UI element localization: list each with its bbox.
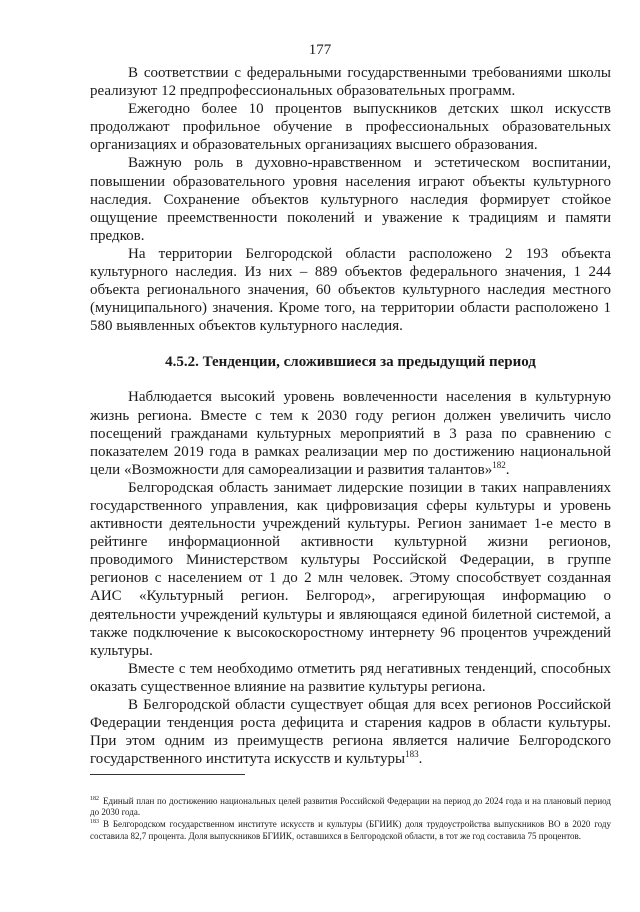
- footnote-ref: 182: [492, 459, 506, 470]
- paragraph: Ежегодно более 10 процентов выпускников детских школ искусств продолжают профильное обучение в профессиональных образовательных организациях и образовательных организациях высшего образования.: [90, 101, 611, 154]
- paragraph-text: Белгородская область занимает лидерские позиции в таких направлениях государственного управления, как цифровизация сферы культуры и уровень активности деятельности учреждений культуры. Регион занимает 1-е место в рейтинге информационной активности культурной жизни регионов, проводимого Министерством культуры Российской Федерации, в группе регионов с населением от 1 до 2 млн человек. Этому способствует созданная АИС «Культурный регион. Белгород», агрегирующая информацию о деятельности учреждений культуры и являющаяся единой билетной системой, а также подключение к высокоскоростному интернету 96 процентов учреждений культуры.: [90, 479, 611, 659]
- paragraph: [90, 388, 611, 478]
- paragraph-text: В Белгородской области существует общая для всех регионов Российской Федерации тенденция роста дефицита и старения кадров в области культуры. При этом одним из преимуществ региона является наличие Белгородского государственного института искусств и культуры: [90, 697, 611, 768]
- footnotes: [90, 796, 611, 843]
- footnote-text: В Белгородском государственном институте искусств и культуры (БГИИК) доля трудоустройства выпускников ВО в 2020 году составила 82,7 процента. Доля выпускников БГИИК, оставшихся в Белгородской области, в тот же год составила 75 процентов.: [90, 819, 611, 841]
- document-body: [90, 64, 611, 768]
- paragraph-text: Наблюдается высокий уровень вовлеченности населения в культурную жизнь региона. Вместе с тем к 2030 году регион должен увеличить число посещений гражданами культурных мероприятий в 3 раза по сравнению с показателем 2019 года в рамках реализации мер по достижению национальной цели «Возможности для самореализации и развития талантов»: [90, 389, 611, 478]
- paragraph-tail: .: [505, 461, 510, 478]
- paragraph: [90, 660, 611, 696]
- page-number: 177: [308, 42, 332, 58]
- paragraph-tail: .: [418, 751, 423, 768]
- footnote-ref: 183: [405, 749, 419, 760]
- footnote-divider: [90, 774, 245, 775]
- paragraph: В соответствии с федеральными государственными требованиями школы реализуют 12 предпрофессиональных образовательных программ.: [90, 65, 611, 100]
- paragraph-text: Вместе с тем необходимо отметить ряд негативных тенденций, способных оказать существенное влияние на развитие культуры региона.: [90, 660, 611, 695]
- paragraph: [90, 479, 611, 660]
- paragraph: Важную роль в духовно-нравственном и эстетическом воспитании, повышении образовательного уровня населения играют объекты культурного наследия. Сохранение объектов культурного наследия формирует стойкое ощущение преемственности поколений и уважение к традициям и памяти предков.: [90, 155, 611, 244]
- paragraph: [90, 696, 611, 768]
- footnote-number: 183: [90, 819, 99, 826]
- footnote: [90, 796, 611, 818]
- section-heading: 4.5.2. Тенденции, сложившиеся за предыдущий период: [165, 354, 536, 371]
- paragraph: На территории Белгородской области расположено 2 193 объекта культурного наследия. Из них – 889 объектов федерального значения, 1 244 объекта регионального значения, 60 объектов культурного наследия местного (муниципального) значения. Кроме того, на территории области расположено 1 580 выявленных объектов культурного наследия.: [90, 245, 611, 335]
- footnote: [90, 819, 611, 841]
- footnote-number: 182: [90, 796, 99, 802]
- footnote-text: Единый план по достижению национальных целей развития Российской Федерации на период до 2024 года и на плановый период до 2030 года.: [90, 796, 611, 818]
